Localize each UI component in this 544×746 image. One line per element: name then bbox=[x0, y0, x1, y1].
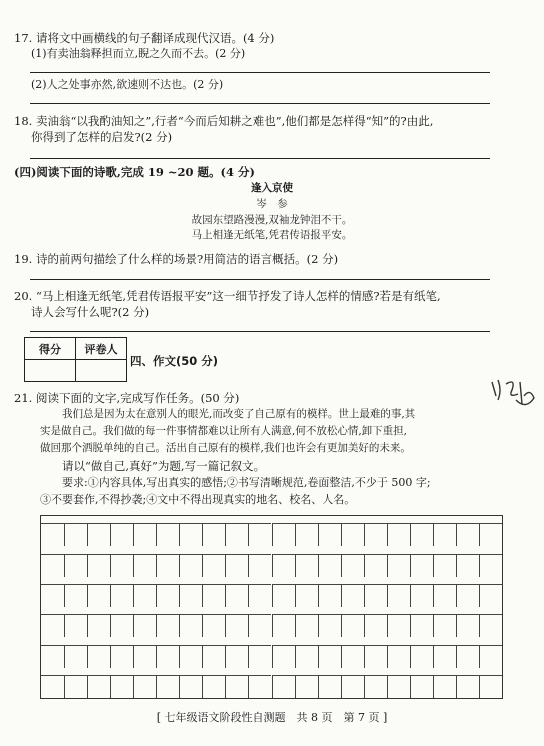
grid-cell[interactable] bbox=[133, 523, 156, 546]
grid-cell[interactable] bbox=[364, 614, 387, 637]
grid-cell[interactable] bbox=[110, 614, 133, 637]
grid-cell[interactable] bbox=[295, 554, 318, 577]
grid-cell[interactable] bbox=[179, 645, 202, 668]
answer-line[interactable] bbox=[30, 72, 490, 73]
grid-cell[interactable] bbox=[225, 584, 248, 607]
grid-cell[interactable] bbox=[364, 675, 387, 698]
grid-cell[interactable] bbox=[156, 614, 179, 637]
page-footer: [ 七年级语文阶段性自测题 共 8 页 第 7 页 ] bbox=[156, 711, 388, 724]
grid-cell[interactable] bbox=[64, 675, 87, 698]
grid-cell[interactable] bbox=[248, 675, 271, 698]
grid-cell[interactable] bbox=[410, 645, 433, 668]
essay-section-heading: 四、作文(50 分) bbox=[130, 354, 219, 368]
grid-cell[interactable] bbox=[202, 675, 225, 698]
grid-cell[interactable] bbox=[364, 584, 387, 607]
grid-cell[interactable] bbox=[387, 584, 410, 607]
grid-cell[interactable] bbox=[156, 554, 179, 577]
q17-sub1: (1)有卖油翁释担而立,睨之久而不去。(2 分) bbox=[31, 47, 246, 60]
grid-cell[interactable] bbox=[202, 584, 225, 607]
grid-cell[interactable] bbox=[64, 554, 87, 577]
grid-cell[interactable] bbox=[202, 614, 225, 637]
grid-cell[interactable] bbox=[456, 584, 479, 607]
q20-line2: 诗人会写什么呢?(2 分) bbox=[31, 305, 150, 319]
grid-cell[interactable] bbox=[41, 554, 64, 577]
grid-cell[interactable] bbox=[225, 554, 248, 577]
grid-cell[interactable] bbox=[295, 523, 318, 546]
grid-cell[interactable] bbox=[225, 614, 248, 637]
grid-cell[interactable] bbox=[364, 523, 387, 546]
grid-cell[interactable] bbox=[87, 614, 110, 637]
score-cell[interactable] bbox=[25, 360, 76, 382]
grid-cell[interactable] bbox=[87, 523, 110, 546]
q21-para-line1: 我们总是因为太在意别人的眼光,而改变了自己原有的模样。世上最难的事,其 bbox=[62, 408, 416, 420]
grid-cell[interactable] bbox=[318, 523, 341, 546]
grid-cell[interactable] bbox=[479, 614, 502, 637]
grid-cell[interactable] bbox=[479, 554, 502, 577]
grid-cell[interactable] bbox=[133, 554, 156, 577]
grid-cell[interactable] bbox=[133, 614, 156, 637]
grader-header: 评卷人 bbox=[76, 338, 127, 360]
grid-cell[interactable] bbox=[202, 554, 225, 577]
section4-heading: (四)阅读下面的诗歌,完成 19 ~20 题。(4 分) bbox=[14, 165, 255, 179]
grid-cell[interactable] bbox=[341, 675, 364, 698]
grid-cell[interactable] bbox=[364, 554, 387, 577]
grid-cell[interactable] bbox=[387, 523, 410, 546]
grid-cell[interactable] bbox=[133, 675, 156, 698]
answer-line[interactable] bbox=[30, 103, 490, 104]
grid-cell[interactable] bbox=[456, 675, 479, 698]
grid-cell[interactable] bbox=[318, 614, 341, 637]
answer-line[interactable] bbox=[30, 279, 490, 280]
grid-cell[interactable] bbox=[156, 645, 179, 668]
grid-cell[interactable] bbox=[479, 523, 502, 546]
grid-cell[interactable] bbox=[318, 554, 341, 577]
grid-cell[interactable] bbox=[41, 614, 64, 637]
grid-cell[interactable] bbox=[341, 645, 364, 668]
grid-cell[interactable] bbox=[410, 523, 433, 546]
score-table bbox=[24, 337, 127, 382]
grid-cell[interactable] bbox=[272, 554, 295, 577]
poem-title: 逢入京使 bbox=[251, 182, 293, 194]
grid-cell[interactable] bbox=[433, 554, 456, 577]
grid-cell[interactable] bbox=[202, 645, 225, 668]
grid-cell[interactable] bbox=[133, 645, 156, 668]
grid-cell[interactable] bbox=[341, 614, 364, 637]
q19-stem: 19. 诗的前两句描绘了什么样的场景?用简洁的语言概括。(2 分) bbox=[14, 252, 339, 266]
grid-cell[interactable] bbox=[64, 645, 87, 668]
poem-author: 岑 参 bbox=[256, 198, 288, 210]
grid-cell[interactable] bbox=[87, 675, 110, 698]
grid-cell[interactable] bbox=[433, 523, 456, 546]
grid-cell[interactable] bbox=[433, 614, 456, 637]
grid-cell[interactable] bbox=[179, 523, 202, 546]
answer-line[interactable] bbox=[30, 331, 490, 332]
grid-cell[interactable] bbox=[41, 645, 64, 668]
grid-cell[interactable] bbox=[341, 523, 364, 546]
grid-cell[interactable] bbox=[41, 584, 64, 607]
grid-cell[interactable] bbox=[64, 523, 87, 546]
grid-cell[interactable] bbox=[133, 584, 156, 607]
grid-cell[interactable] bbox=[456, 614, 479, 637]
grid-cell[interactable] bbox=[64, 584, 87, 607]
grid-cell[interactable] bbox=[41, 523, 64, 546]
grid-cell[interactable] bbox=[318, 645, 341, 668]
grid-cell[interactable] bbox=[456, 645, 479, 668]
grid-cell[interactable] bbox=[156, 675, 179, 698]
grid-cell[interactable] bbox=[387, 675, 410, 698]
poem-line-2: 马上相逢无纸笔,凭君传语报平安。 bbox=[191, 229, 353, 241]
grid-cell[interactable] bbox=[433, 675, 456, 698]
q17-stem: 17. 请将文中画横线的句子翻译成现代汉语。(4 分) bbox=[14, 31, 275, 45]
grid-cell[interactable] bbox=[248, 614, 271, 637]
grid-cell[interactable] bbox=[410, 614, 433, 637]
grid-cell[interactable] bbox=[248, 645, 271, 668]
grid-cell[interactable] bbox=[202, 523, 225, 546]
grid-cell[interactable] bbox=[272, 523, 295, 546]
grid-cell[interactable] bbox=[410, 675, 433, 698]
grid-cell[interactable] bbox=[295, 584, 318, 607]
grid-cell[interactable] bbox=[272, 614, 295, 637]
grid-cell[interactable] bbox=[318, 675, 341, 698]
writing-grid[interactable] bbox=[40, 515, 503, 699]
grid-cell[interactable] bbox=[433, 645, 456, 668]
q21-stem: 21. 阅读下面的文字,完成写作任务。(50 分) bbox=[14, 391, 240, 405]
grid-cell[interactable] bbox=[87, 645, 110, 668]
grid-cell[interactable] bbox=[295, 645, 318, 668]
grid-cell[interactable] bbox=[387, 554, 410, 577]
grid-cell[interactable] bbox=[341, 584, 364, 607]
poem-line-1: 故园东望路漫漫,双袖龙钟泪不干。 bbox=[191, 214, 353, 226]
grid-cell[interactable] bbox=[479, 584, 502, 607]
grid-cell[interactable] bbox=[410, 554, 433, 577]
grid-cell[interactable] bbox=[456, 523, 479, 546]
grid-cell[interactable] bbox=[179, 554, 202, 577]
q18-line1: 18. 卖油翁“以我酌油知之”,行者“今而后知耕之难也”,他们都是怎样得“知”的?由此, bbox=[14, 114, 434, 128]
grid-cell[interactable] bbox=[433, 584, 456, 607]
grid-cell[interactable] bbox=[387, 614, 410, 637]
grid-cell[interactable] bbox=[387, 645, 410, 668]
grid-cell[interactable] bbox=[295, 675, 318, 698]
q21-para-line2: 实是做自己。我们做的每一件事情都难以让所有人满意,何不放松心情,卸下重担, bbox=[40, 425, 408, 437]
grid-cell[interactable] bbox=[179, 614, 202, 637]
handwriting-mark bbox=[486, 374, 538, 414]
grid-cell[interactable] bbox=[87, 584, 110, 607]
grid-cell[interactable] bbox=[225, 523, 248, 546]
grid-cell[interactable] bbox=[225, 675, 248, 698]
q20-line1: 20. “马上相逢无纸笔,凭君传语报平安”这一细节抒发了诗人怎样的情感?若是有纸笔, bbox=[14, 289, 441, 303]
grid-cell[interactable] bbox=[64, 614, 87, 637]
grid-cell[interactable] bbox=[479, 645, 502, 668]
grid-cell[interactable] bbox=[248, 523, 271, 546]
q17-sub2: (2)人之处事亦然,欲速则不达也。(2 分) bbox=[31, 78, 224, 91]
q21-para-line3: 做回那个洒脱单纯的自己。活出自己原有的模样,我们也许会有更加美好的未来。 bbox=[40, 442, 411, 454]
q21-req-line2: ③不要套作,不得抄袭;④文中不得出现真实的地名、校名、人名。 bbox=[40, 493, 356, 506]
grid-cell[interactable] bbox=[248, 584, 271, 607]
grid-cell[interactable] bbox=[479, 675, 502, 698]
grid-cell[interactable] bbox=[248, 554, 271, 577]
grid-cell[interactable] bbox=[341, 554, 364, 577]
grid-cell[interactable] bbox=[110, 584, 133, 607]
grid-cell[interactable] bbox=[179, 584, 202, 607]
grid-cell[interactable] bbox=[318, 584, 341, 607]
grid-cell[interactable] bbox=[295, 614, 318, 637]
q21-prompt: 请以“做自己,真好”为题,写一篇记叙文。 bbox=[62, 459, 266, 473]
grid-cell[interactable] bbox=[456, 554, 479, 577]
grid-cell[interactable] bbox=[272, 584, 295, 607]
q21-req-line1: 要求:①内容具体,写出真实的感悟;②书写清晰规范,卷面整洁,不少于 500 字; bbox=[62, 476, 431, 489]
grid-cell[interactable] bbox=[110, 523, 133, 546]
grid-cell[interactable] bbox=[41, 675, 64, 698]
grid-cell[interactable] bbox=[272, 645, 295, 668]
grader-cell[interactable] bbox=[76, 360, 127, 382]
grid-cell[interactable] bbox=[410, 584, 433, 607]
grid-cell[interactable] bbox=[110, 645, 133, 668]
grid-cell[interactable] bbox=[272, 675, 295, 698]
q18-line2: 你得到了怎样的启发?(2 分) bbox=[31, 130, 173, 144]
grid-cell[interactable] bbox=[364, 645, 387, 668]
score-header: 得分 bbox=[25, 338, 76, 360]
grid-cell[interactable] bbox=[225, 645, 248, 668]
grid-cell[interactable] bbox=[87, 554, 110, 577]
grid-cell[interactable] bbox=[156, 523, 179, 546]
grid-cell[interactable] bbox=[110, 675, 133, 698]
grid-cell[interactable] bbox=[110, 554, 133, 577]
grid-cell[interactable] bbox=[156, 584, 179, 607]
grid-cell[interactable] bbox=[179, 675, 202, 698]
answer-line[interactable] bbox=[30, 158, 490, 159]
